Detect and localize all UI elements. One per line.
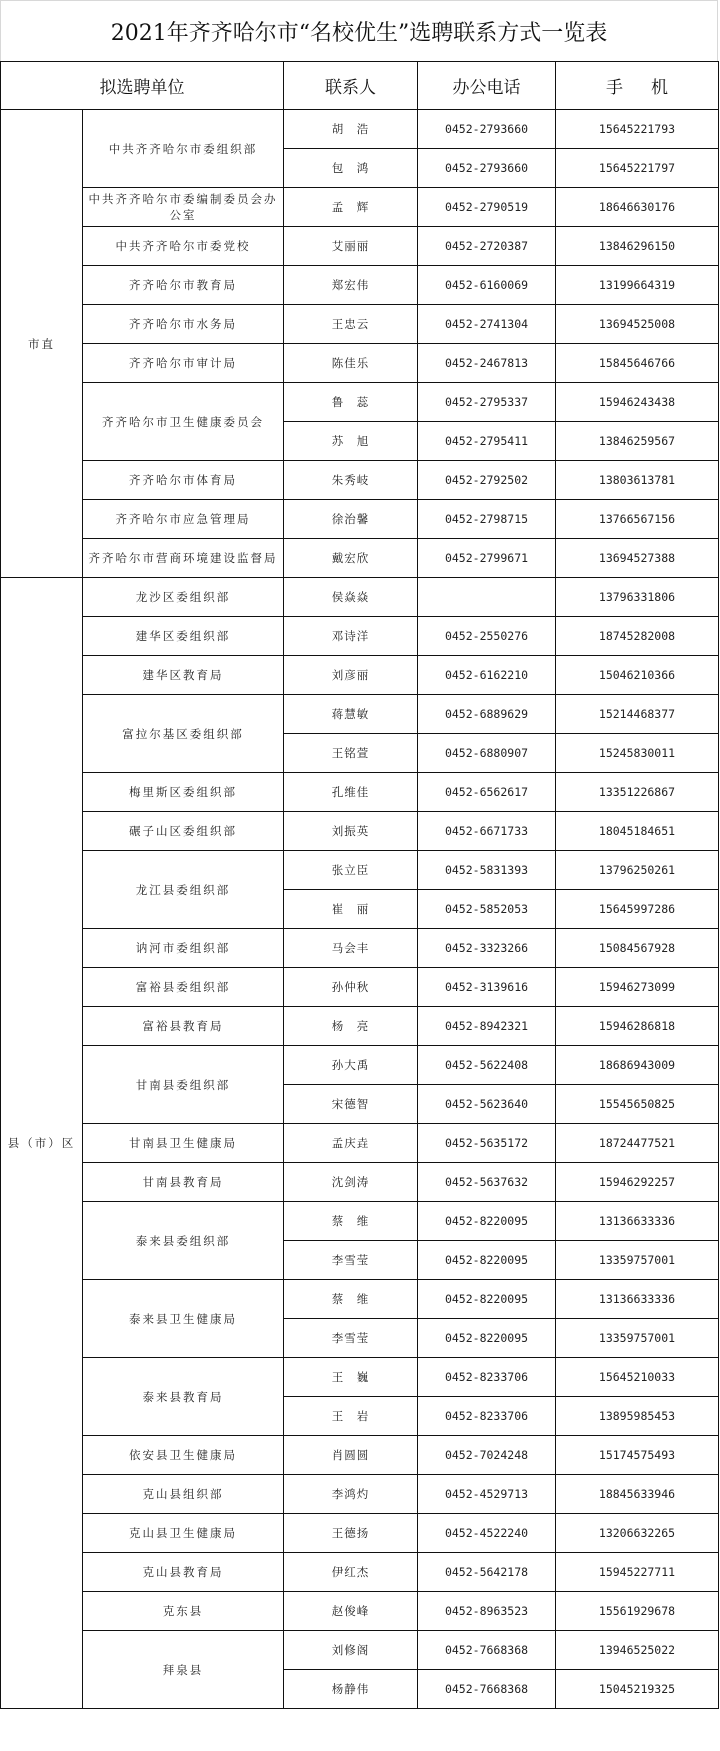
unit-cell: 泰来县教育局 (83, 1358, 284, 1436)
unit-cell: 甘南县卫生健康局 (83, 1124, 284, 1163)
contact-person-cell: 蔡 维 (284, 1280, 418, 1319)
contact-person-cell: 张立臣 (284, 851, 418, 890)
table-row (1, 773, 719, 812)
region-cell: 县（市）区 (1, 578, 83, 1709)
contact-table (0, 61, 719, 1709)
mobile-cell: 18646630176 (556, 188, 719, 227)
mobile-cell: 13136633336 (556, 1280, 719, 1319)
mobile-cell: 15845646766 (556, 344, 719, 383)
mobile-cell: 15645221797 (556, 149, 719, 188)
table-row (1, 461, 719, 500)
contact-person-cell: 陈佳乐 (284, 344, 418, 383)
office-phone-cell: 0452-8220095 (418, 1319, 556, 1358)
table-row (1, 1124, 719, 1163)
contact-person-cell: 孙大禹 (284, 1046, 418, 1085)
office-phone-cell: 0452-6880907 (418, 734, 556, 773)
office-phone-cell: 0452-2790519 (418, 188, 556, 227)
contact-person-cell: 王铭萱 (284, 734, 418, 773)
table-row (1, 1592, 719, 1631)
page-title: 2021年齐齐哈尔市“名校优生”选聘联系方式一览表 (110, 20, 608, 46)
office-phone-cell: 0452-8233706 (418, 1397, 556, 1436)
table-row (1, 227, 719, 266)
mobile-cell: 13895985453 (556, 1397, 719, 1436)
mobile-cell: 13351226867 (556, 773, 719, 812)
mobile-cell: 15561929678 (556, 1592, 719, 1631)
mobile-cell: 15045219325 (556, 1670, 719, 1709)
mobile-cell: 15946273099 (556, 968, 719, 1007)
table-row (1, 1475, 719, 1514)
office-phone-cell: 0452-6162210 (418, 656, 556, 695)
office-phone-cell: 0452-5623640 (418, 1085, 556, 1124)
contact-person-cell: 马会丰 (284, 929, 418, 968)
mobile-cell: 15545650825 (556, 1085, 719, 1124)
contact-person-cell: 鲁 蕊 (284, 383, 418, 422)
unit-cell: 龙江县委组织部 (83, 851, 284, 929)
office-phone-cell: 0452-2798715 (418, 500, 556, 539)
office-phone-cell: 0452-3323266 (418, 929, 556, 968)
table-row (1, 1046, 719, 1085)
office-phone-cell: 0452-3139616 (418, 968, 556, 1007)
mobile-cell: 18845633946 (556, 1475, 719, 1514)
mobile-cell: 15084567928 (556, 929, 719, 968)
unit-cell: 克山县卫生健康局 (83, 1514, 284, 1553)
office-phone-cell: 0452-5852053 (418, 890, 556, 929)
contact-person-cell: 郑宏伟 (284, 266, 418, 305)
office-phone-cell: 0452-2741304 (418, 305, 556, 344)
contact-person-cell: 包 鸿 (284, 149, 418, 188)
title-bar (0, 0, 718, 61)
contact-person-cell: 刘修阁 (284, 1631, 418, 1670)
table-row (1, 1202, 719, 1241)
office-phone-cell: 0452-2792502 (418, 461, 556, 500)
unit-cell: 中共齐齐哈尔市委组织部 (83, 110, 284, 188)
table-row (1, 110, 719, 149)
unit-cell: 泰来县卫生健康局 (83, 1280, 284, 1358)
mobile-cell: 15046210366 (556, 656, 719, 695)
contact-person-cell: 孟 辉 (284, 188, 418, 227)
office-phone-cell: 0452-6562617 (418, 773, 556, 812)
table-row (1, 305, 719, 344)
office-phone-cell: 0452-8220095 (418, 1202, 556, 1241)
unit-cell: 中共齐齐哈尔市委编制委员会办公室 (83, 188, 284, 227)
contact-person-cell: 王德扬 (284, 1514, 418, 1553)
contact-person-cell: 蒋慧敏 (284, 695, 418, 734)
table-row (1, 656, 719, 695)
table-row (1, 968, 719, 1007)
mobile-cell: 15214468377 (556, 695, 719, 734)
header-unit: 拟选聘单位 (1, 62, 284, 110)
unit-cell: 中共齐齐哈尔市委党校 (83, 227, 284, 266)
region-cell: 市直 (1, 110, 83, 578)
contact-person-cell: 戴宏欣 (284, 539, 418, 578)
office-phone-cell: 0452-2467813 (418, 344, 556, 383)
unit-cell: 齐齐哈尔市应急管理局 (83, 500, 284, 539)
table-row (1, 851, 719, 890)
table-row (1, 1358, 719, 1397)
office-phone-cell: 0452-5622408 (418, 1046, 556, 1085)
table-row (1, 1436, 719, 1475)
contact-person-cell: 肖圆圆 (284, 1436, 418, 1475)
contact-person-cell: 宋德智 (284, 1085, 418, 1124)
header-mobile-label: 手机 (606, 78, 696, 98)
contact-person-cell: 孙仲秋 (284, 968, 418, 1007)
unit-cell: 梅里斯区委组织部 (83, 773, 284, 812)
office-phone-cell: 0452-7668368 (418, 1631, 556, 1670)
unit-cell: 泰来县委组织部 (83, 1202, 284, 1280)
unit-cell: 克山县组织部 (83, 1475, 284, 1514)
contact-person-cell: 李鸿灼 (284, 1475, 418, 1514)
table-row (1, 1631, 719, 1670)
office-phone-cell: 0452-8220095 (418, 1241, 556, 1280)
header-contact: 联系人 (284, 62, 418, 110)
table-row (1, 500, 719, 539)
table-row (1, 344, 719, 383)
table-row (1, 188, 719, 227)
unit-cell: 碾子山区委组织部 (83, 812, 284, 851)
unit-cell: 克山县教育局 (83, 1553, 284, 1592)
table-row (1, 539, 719, 578)
office-phone-cell: 0452-2795411 (418, 422, 556, 461)
office-phone-cell: 0452-2793660 (418, 149, 556, 188)
unit-cell: 讷河市委组织部 (83, 929, 284, 968)
office-phone-cell: 0452-8220095 (418, 1280, 556, 1319)
office-phone-cell: 0452-2550276 (418, 617, 556, 656)
unit-cell: 龙沙区委组织部 (83, 578, 284, 617)
contact-person-cell: 李雪莹 (284, 1241, 418, 1280)
header-row (1, 62, 719, 110)
contact-person-cell: 侯焱焱 (284, 578, 418, 617)
mobile-cell: 15946292257 (556, 1163, 719, 1202)
contact-person-cell: 王 岩 (284, 1397, 418, 1436)
office-phone-cell: 0452-8233706 (418, 1358, 556, 1397)
contact-person-cell: 邓诗洋 (284, 617, 418, 656)
table-row (1, 1280, 719, 1319)
contact-person-cell: 崔 丽 (284, 890, 418, 929)
office-phone-cell: 0452-6671733 (418, 812, 556, 851)
table-row (1, 812, 719, 851)
mobile-cell: 15174575493 (556, 1436, 719, 1475)
contact-person-cell: 徐治馨 (284, 500, 418, 539)
unit-cell: 齐齐哈尔市体育局 (83, 461, 284, 500)
unit-cell: 拜泉县 (83, 1631, 284, 1709)
office-phone-cell: 0452-8963523 (418, 1592, 556, 1631)
office-phone-cell: 0452-2795337 (418, 383, 556, 422)
mobile-cell: 15645997286 (556, 890, 719, 929)
table-row (1, 1163, 719, 1202)
mobile-cell: 13199664319 (556, 266, 719, 305)
unit-cell: 齐齐哈尔市水务局 (83, 305, 284, 344)
office-phone-cell: 0452-2793660 (418, 110, 556, 149)
mobile-cell: 18745282008 (556, 617, 719, 656)
contact-person-cell: 李雪莹 (284, 1319, 418, 1358)
office-phone-cell (418, 578, 556, 617)
table-row (1, 695, 719, 734)
contact-person-cell: 沈剑涛 (284, 1163, 418, 1202)
mobile-cell: 13766567156 (556, 500, 719, 539)
unit-cell: 齐齐哈尔市营商环境建设监督局 (83, 539, 284, 578)
contact-person-cell: 杨静伟 (284, 1670, 418, 1709)
mobile-cell: 13803613781 (556, 461, 719, 500)
unit-cell: 齐齐哈尔市教育局 (83, 266, 284, 305)
mobile-cell: 13694525008 (556, 305, 719, 344)
table-row (1, 266, 719, 305)
unit-cell: 齐齐哈尔市卫生健康委员会 (83, 383, 284, 461)
contact-person-cell: 胡 浩 (284, 110, 418, 149)
unit-cell: 建华区委组织部 (83, 617, 284, 656)
mobile-cell: 15946243438 (556, 383, 719, 422)
unit-cell: 克东县 (83, 1592, 284, 1631)
office-phone-cell: 0452-4529713 (418, 1475, 556, 1514)
office-phone-cell: 0452-5642178 (418, 1553, 556, 1592)
mobile-cell: 13796331806 (556, 578, 719, 617)
table-row (1, 929, 719, 968)
table-body (1, 110, 719, 1709)
contact-person-cell: 孟庆垚 (284, 1124, 418, 1163)
mobile-cell: 13796250261 (556, 851, 719, 890)
contact-person-cell: 艾丽丽 (284, 227, 418, 266)
mobile-cell: 13694527388 (556, 539, 719, 578)
contact-person-cell: 伊红杰 (284, 1553, 418, 1592)
mobile-cell: 13206632265 (556, 1514, 719, 1553)
mobile-cell: 13359757001 (556, 1319, 719, 1358)
table-row (1, 1553, 719, 1592)
unit-cell: 依安县卫生健康局 (83, 1436, 284, 1475)
table-row (1, 1007, 719, 1046)
contact-person-cell: 孔维佳 (284, 773, 418, 812)
office-phone-cell: 0452-4522240 (418, 1514, 556, 1553)
contact-person-cell: 刘振英 (284, 812, 418, 851)
unit-cell: 齐齐哈尔市审计局 (83, 344, 284, 383)
mobile-cell: 18686943009 (556, 1046, 719, 1085)
mobile-cell: 13846259567 (556, 422, 719, 461)
unit-cell: 富裕县委组织部 (83, 968, 284, 1007)
mobile-cell: 15645221793 (556, 110, 719, 149)
header-office-phone: 办公电话 (418, 62, 556, 110)
table-row (1, 617, 719, 656)
office-phone-cell: 0452-8942321 (418, 1007, 556, 1046)
contact-person-cell: 杨 亮 (284, 1007, 418, 1046)
mobile-cell: 13359757001 (556, 1241, 719, 1280)
mobile-cell: 15946286818 (556, 1007, 719, 1046)
mobile-cell: 15245830011 (556, 734, 719, 773)
table-row (1, 1514, 719, 1553)
contact-person-cell: 苏 旭 (284, 422, 418, 461)
office-phone-cell: 0452-2799671 (418, 539, 556, 578)
unit-cell: 甘南县委组织部 (83, 1046, 284, 1124)
mobile-cell: 15645210033 (556, 1358, 719, 1397)
table-row (1, 578, 719, 617)
mobile-cell: 13846296150 (556, 227, 719, 266)
office-phone-cell: 0452-7024248 (418, 1436, 556, 1475)
office-phone-cell: 0452-7668368 (418, 1670, 556, 1709)
office-phone-cell: 0452-6889629 (418, 695, 556, 734)
header-mobile (556, 62, 719, 110)
contact-person-cell: 朱秀岐 (284, 461, 418, 500)
office-phone-cell: 0452-5831393 (418, 851, 556, 890)
office-phone-cell: 0452-2720387 (418, 227, 556, 266)
mobile-cell: 13136633336 (556, 1202, 719, 1241)
unit-cell: 甘南县教育局 (83, 1163, 284, 1202)
office-phone-cell: 0452-5635172 (418, 1124, 556, 1163)
mobile-cell: 15945227711 (556, 1553, 719, 1592)
contact-person-cell: 蔡 维 (284, 1202, 418, 1241)
office-phone-cell: 0452-6160069 (418, 266, 556, 305)
table-row (1, 383, 719, 422)
contact-person-cell: 刘彦丽 (284, 656, 418, 695)
mobile-cell: 18045184651 (556, 812, 719, 851)
mobile-cell: 18724477521 (556, 1124, 719, 1163)
unit-cell: 富拉尔基区委组织部 (83, 695, 284, 773)
unit-cell: 建华区教育局 (83, 656, 284, 695)
mobile-cell: 13946525022 (556, 1631, 719, 1670)
contact-person-cell: 赵俊峰 (284, 1592, 418, 1631)
contact-person-cell: 王忠云 (284, 305, 418, 344)
office-phone-cell: 0452-5637632 (418, 1163, 556, 1202)
contact-person-cell: 王 巍 (284, 1358, 418, 1397)
unit-cell: 富裕县教育局 (83, 1007, 284, 1046)
